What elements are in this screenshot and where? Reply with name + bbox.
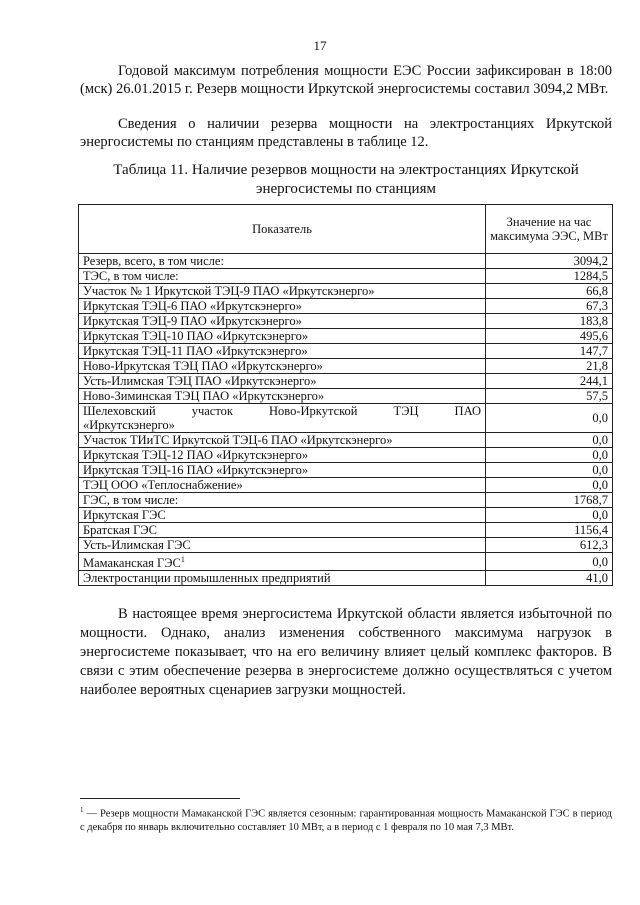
row-value: 41,0 bbox=[486, 571, 613, 586]
table-row bbox=[79, 553, 613, 571]
row-label: ТЭЦ ООО «Теплоснабжение» bbox=[79, 478, 486, 493]
page-number: 17 bbox=[313, 38, 327, 53]
table-row bbox=[79, 463, 613, 478]
row-value: 495,6 bbox=[486, 329, 613, 344]
table-row bbox=[79, 329, 613, 344]
row-label-with-footnote bbox=[79, 553, 486, 571]
footnote-mark: 1 bbox=[80, 806, 84, 814]
row-label: Усть-Илимская ТЭЦ ПАО «Иркутскэнерго» bbox=[79, 374, 486, 389]
table-row bbox=[79, 374, 613, 389]
table-row bbox=[79, 478, 613, 493]
table-row bbox=[79, 571, 613, 586]
row-label: Ново-Зиминская ТЭЦ ПАО «Иркутскэнерго» bbox=[79, 389, 486, 404]
table-header-row bbox=[79, 205, 613, 254]
footnote-mark: 1 bbox=[180, 555, 185, 564]
table-row bbox=[79, 448, 613, 463]
row-label: Мамаканская ГЭС bbox=[83, 556, 181, 571]
row-label: Электростанции промышленных предприятий bbox=[79, 571, 486, 586]
row-value: 0,0 bbox=[486, 553, 613, 571]
row-label: ГЭС, в том числе: bbox=[79, 493, 486, 508]
row-value: 1284,5 bbox=[486, 269, 613, 284]
row-label: ТЭС, в том числе: bbox=[79, 269, 486, 284]
table-row bbox=[79, 433, 613, 448]
row-label: Иркутская ТЭЦ-10 ПАО «Иркутскэнерго» bbox=[79, 329, 486, 344]
table-row bbox=[79, 344, 613, 359]
table-row bbox=[79, 538, 613, 553]
row-label: Иркутская ГЭС bbox=[79, 508, 486, 523]
table-row bbox=[79, 314, 613, 329]
row-value: 0,0 bbox=[486, 404, 613, 433]
table-caption-line2: энергосистемы по станциям bbox=[256, 181, 436, 197]
row-value: 0,0 bbox=[486, 433, 613, 448]
row-label: Иркутская ТЭЦ-16 ПАО «Иркутскэнерго» bbox=[79, 463, 486, 478]
row-value: 0,0 bbox=[486, 508, 613, 523]
table-row bbox=[79, 493, 613, 508]
row-value: 67,3 bbox=[486, 299, 613, 314]
row-value: 1156,4 bbox=[486, 523, 613, 538]
row-value: 0,0 bbox=[486, 478, 613, 493]
row-value: 612,3 bbox=[486, 538, 613, 553]
row-label: Участок ТИиТС Иркутской ТЭЦ-6 ПАО «Иркутскэнерго» bbox=[79, 433, 486, 448]
row-label: Участок № 1 Иркутской ТЭЦ-9 ПАО «Иркутскэнерго» bbox=[79, 284, 486, 299]
row-label: Иркутская ТЭЦ-9 ПАО «Иркутскэнерго» bbox=[79, 314, 486, 329]
table-row bbox=[79, 269, 613, 284]
paragraph-reserve-info: Сведения о наличии резерва мощности на электростанциях Иркутской энергосистемы по станциям представлены в таблице 12. bbox=[80, 116, 612, 150]
footnote-text: — Резерв мощности Мамаканской ГЭС является сезонным: гарантированная мощность Мамаканской ГЭС в период с декабря по январь включительно составляет 10 МВт, а в период с 1 февраля по 10 мая 7,3 МВт. bbox=[80, 808, 613, 833]
table-caption-line1: Таблица 11. Наличие резервов мощности на электростанциях Иркутской bbox=[113, 162, 579, 178]
row-label: Иркутская ТЭЦ-11 ПАО «Иркутскэнерго» bbox=[79, 344, 486, 359]
row-label: Усть-Илимская ГЭС bbox=[79, 538, 486, 553]
row-label-line1: Шелеховский участок Ново-Иркутской ТЭЦ ПАО bbox=[83, 404, 481, 418]
header-indicator: Показатель bbox=[79, 205, 486, 254]
footnote bbox=[80, 804, 612, 834]
row-value: 244,1 bbox=[486, 374, 613, 389]
table-caption bbox=[80, 161, 612, 199]
footnote-divider bbox=[80, 798, 240, 799]
table-row bbox=[79, 404, 613, 433]
row-label: Ново-Иркутская ТЭЦ ПАО «Иркутскэнерго» bbox=[79, 359, 486, 374]
row-value: 147,7 bbox=[486, 344, 613, 359]
reserve-table bbox=[78, 204, 613, 586]
row-label-wrapped bbox=[79, 404, 486, 433]
row-value: 0,0 bbox=[486, 448, 613, 463]
row-value: 183,8 bbox=[486, 314, 613, 329]
row-value: 66,8 bbox=[486, 284, 613, 299]
header-value: Значение на час максимума ЭЭС, МВт bbox=[486, 205, 613, 254]
row-label: Резерв, всего, в том числе: bbox=[79, 254, 486, 269]
row-value: 3094,2 bbox=[486, 254, 613, 269]
table-row bbox=[79, 299, 613, 314]
table-row bbox=[79, 523, 613, 538]
row-label-line2: «Иркутскэнерго» bbox=[83, 418, 175, 432]
table-row bbox=[79, 284, 613, 299]
row-label: Иркутская ТЭЦ-6 ПАО «Иркутскэнерго» bbox=[79, 299, 486, 314]
table-row bbox=[79, 254, 613, 269]
row-label: Иркутская ТЭЦ-12 ПАО «Иркутскэнерго» bbox=[79, 448, 486, 463]
row-label: Братская ГЭС bbox=[79, 523, 486, 538]
paragraph-conclusion: В настоящее время энергосистема Иркутской области является избыточной по мощности. Однако, анализ изменения собственного максимума нагрузок в энергосистеме показывает, что на его величину влияет целый комплекс факторов. В связи с этим обеспечение резерва в энергосистеме должно осуществляться с учетом наиболее вероятных сценариев загрузки мощностей. bbox=[80, 606, 612, 698]
table-row bbox=[79, 359, 613, 374]
row-value: 21,8 bbox=[486, 359, 613, 374]
table-row bbox=[79, 389, 613, 404]
table-row bbox=[79, 508, 613, 523]
paragraph-annual-maximum: Годовой максимум потребления мощности ЕЭС России зафиксирован в 18:00 (мск) 26.01.2015 г. Резерв мощности Иркутской энергосистемы составил 3094,2 МВт. bbox=[80, 63, 612, 97]
row-value: 57,5 bbox=[486, 389, 613, 404]
row-value: 1768,7 bbox=[486, 493, 613, 508]
row-value: 0,0 bbox=[486, 463, 613, 478]
